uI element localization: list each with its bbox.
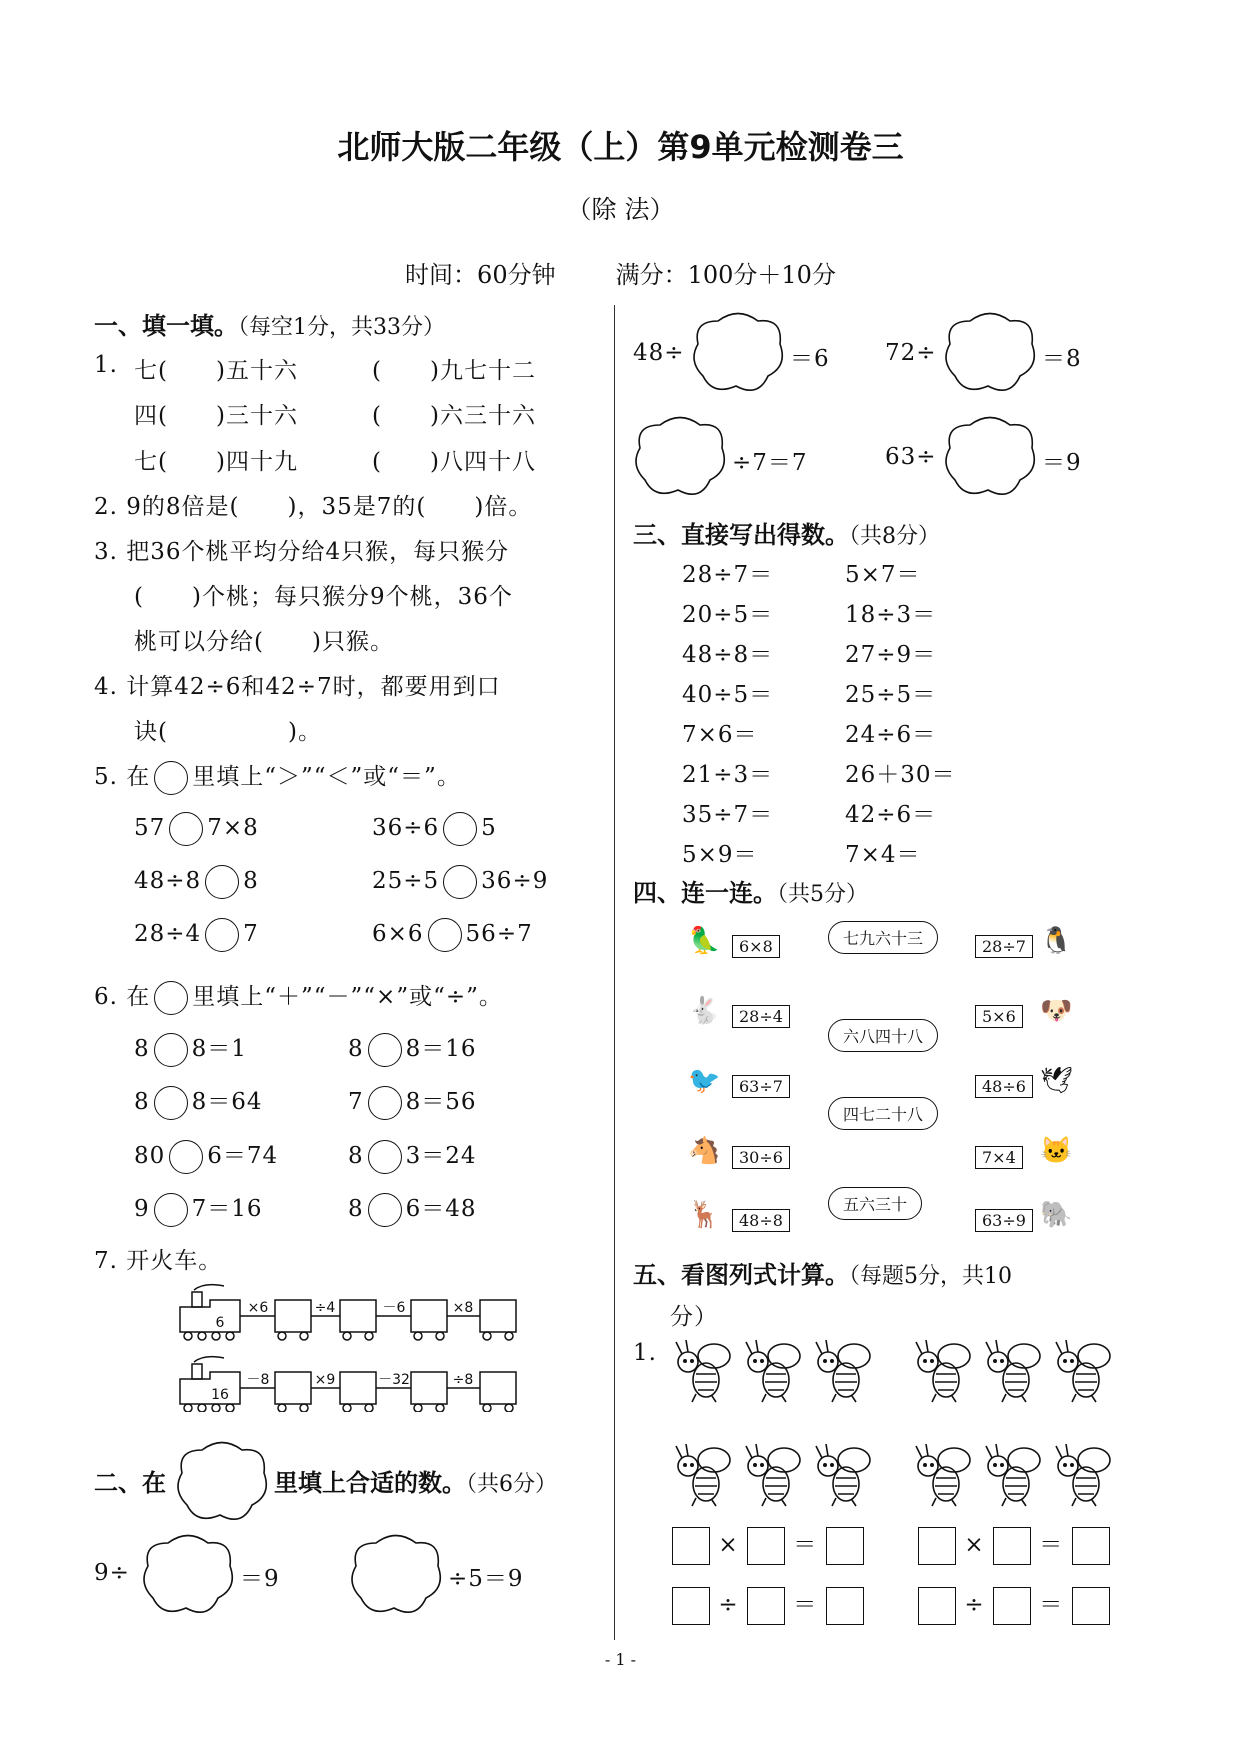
compare-circle[interactable] (428, 918, 462, 952)
blank-circle[interactable] (154, 761, 188, 795)
elephant-icon: 🐘 (1040, 1200, 1073, 1230)
s2-right-text: ÷7＝7 (732, 450, 808, 476)
oral-calc-item: 35÷7＝ (682, 802, 774, 828)
s2-right-text: ＝8 (1042, 346, 1082, 372)
bee-icon (812, 1336, 874, 1406)
compare-circle[interactable] (205, 918, 239, 952)
train-op: －8 (246, 1372, 270, 1388)
match-mid-cloud[interactable]: 五六三十 (828, 1187, 922, 1220)
oral-calc-item: 5×9＝ (682, 842, 758, 868)
compare-circle[interactable] (205, 865, 239, 899)
q5-item: 57 7×8 (134, 812, 259, 846)
s5-equation: × ＝ (918, 1526, 1110, 1565)
bee-icon (742, 1440, 804, 1510)
answer-box[interactable] (1072, 1527, 1110, 1565)
train-op: ÷4 (314, 1300, 336, 1316)
match-left-box[interactable]: 48÷8 (732, 1209, 790, 1232)
s2-left-text: 72÷ (885, 340, 937, 366)
cloud-blank[interactable] (940, 306, 1040, 396)
bee-icon (982, 1336, 1044, 1406)
cloud-blank[interactable] (688, 306, 788, 396)
train-start-value: 6 (215, 1315, 225, 1331)
q5-pre: 5. 在 (94, 764, 151, 790)
deer-icon: 🦌 (688, 1200, 721, 1230)
q1-cell: ( )六三十六 (372, 403, 536, 429)
q5-item: 25÷5 36÷9 (372, 865, 548, 899)
q6-item: 8 8＝16 (348, 1030, 477, 1067)
s2-left-text: 63÷ (885, 444, 937, 470)
horse-icon: 🐴 (688, 1136, 721, 1166)
dog-icon: 🐶 (1040, 996, 1073, 1026)
q3-line: 3. 把36个桃平均分给4只猴，每只猴分 (94, 539, 510, 565)
bee-icon (1052, 1440, 1114, 1510)
match-left-box[interactable]: 63÷7 (732, 1075, 790, 1098)
oral-calc-item: 20÷5＝ (682, 602, 774, 628)
oral-calc-item: 27÷9＝ (845, 642, 937, 668)
train-op: ×8 (452, 1300, 474, 1316)
answer-box[interactable] (918, 1527, 956, 1565)
operator-circle[interactable] (368, 1033, 402, 1067)
cloud-blank[interactable] (940, 410, 1040, 500)
answer-box[interactable] (993, 1527, 1031, 1565)
q5-item: 6×6 56÷7 (372, 918, 533, 952)
oral-calc-item: 42÷6＝ (845, 802, 937, 828)
match-mid-cloud[interactable]: 四七二十八 (828, 1097, 938, 1130)
match-left-box[interactable]: 28÷4 (732, 1005, 790, 1028)
answer-box[interactable] (1072, 1587, 1110, 1625)
full-score: 满分：100分＋10分 (615, 261, 836, 289)
oral-calc-item: 48÷8＝ (682, 642, 774, 668)
q7-label: 7. 开火车。 (94, 1248, 223, 1274)
answer-box[interactable] (672, 1527, 710, 1565)
q1-cell: 七( )四十九 (134, 449, 298, 475)
q4-line: 4. 计算42÷6和42÷7时，都要用到口 (94, 674, 501, 700)
match-right-box[interactable]: 48÷6 (975, 1075, 1033, 1098)
q6-instruction: 6. 在 里填上“＋”“－”“×”或“÷”。 (94, 978, 503, 1015)
q5-item: 28÷4 7 (134, 918, 259, 952)
bee-icon (1052, 1336, 1114, 1406)
parrot-icon: 🦜 (688, 926, 721, 956)
oral-calc-item: 28÷7＝ (682, 562, 774, 588)
answer-box[interactable] (672, 1587, 710, 1625)
q5-instruction (94, 758, 461, 795)
s5-equation: ÷ ＝ (918, 1586, 1110, 1625)
answer-box[interactable] (826, 1527, 864, 1565)
bee-icon (672, 1336, 734, 1406)
oral-calc-item: 40÷5＝ (682, 682, 774, 708)
train-op: －32 (378, 1372, 410, 1388)
match-right-box[interactable]: 63÷9 (975, 1209, 1033, 1232)
oral-calc-item: 24÷6＝ (845, 722, 937, 748)
s5-equation: ÷ ＝ (672, 1586, 864, 1625)
operator-circle[interactable] (368, 1193, 402, 1227)
bee-icon (812, 1440, 874, 1510)
blank-circle[interactable] (154, 981, 188, 1015)
s5-q1-number: 1. (633, 1340, 657, 1366)
exam-meta (0, 255, 1241, 290)
oral-calc-item: 25÷5＝ (845, 682, 937, 708)
q6-item: 8 8＝1 (134, 1030, 247, 1067)
section-1-points: （每空1分，共33分） (238, 315, 445, 340)
section-1-heading (94, 306, 445, 341)
q1-cell: ( )八四十八 (372, 449, 536, 475)
bee-icon (912, 1440, 974, 1510)
match-left-box[interactable]: 30÷6 (732, 1146, 790, 1169)
answer-box[interactable] (747, 1527, 785, 1565)
section-2-pre: 二、在 (94, 1469, 166, 1497)
oral-calc-item: 26＋30＝ (845, 762, 956, 788)
q1-number: 1. (94, 352, 118, 378)
s2-right-text: ＝6 (790, 346, 830, 372)
oral-calc-item: 7×4＝ (845, 842, 921, 868)
compare-circle[interactable] (443, 865, 477, 899)
answer-box[interactable] (918, 1587, 956, 1625)
bee-icon (982, 1440, 1044, 1510)
oral-calc-item: 21÷3＝ (682, 762, 774, 788)
operator-circle[interactable] (154, 1086, 188, 1120)
operator-circle[interactable] (154, 1193, 188, 1227)
page-number: - 1 - (604, 1650, 637, 1669)
q6-item: 7 8＝56 (348, 1083, 477, 1120)
compare-circle[interactable] (169, 812, 203, 846)
match-right-box[interactable]: 7×4 (975, 1146, 1023, 1169)
operator-circle[interactable] (154, 1033, 188, 1067)
train-op: －6 (382, 1300, 406, 1316)
section-1-title: 一、填一填。 (94, 312, 238, 340)
q4-line: 诀( )。 (134, 719, 322, 745)
q5-item: 48÷8 8 (134, 865, 259, 899)
s5-equation: × ＝ (672, 1526, 864, 1565)
compare-circle[interactable] (443, 812, 477, 846)
crow-icon: 🐦 (688, 1066, 721, 1096)
match-right-box[interactable]: 28÷7 (975, 935, 1033, 958)
q5-post: 里填上“＞”“＜”或“＝”。 (192, 764, 461, 790)
q6-item: 8 6＝48 (348, 1190, 477, 1227)
oral-calc-item: 7×6＝ (682, 722, 758, 748)
q3-line: ( )个桃；每只猴分9个桃，36个 (134, 584, 513, 610)
match-left-box[interactable]: 6×8 (732, 935, 780, 958)
locomotive-icon (180, 1372, 240, 1404)
match-mid-cloud[interactable]: 六八四十八 (828, 1019, 938, 1052)
q6-item: 8 8＝64 (134, 1083, 263, 1120)
answer-box[interactable] (993, 1587, 1031, 1625)
q3-line: 桃可以分给( )只猴。 (134, 629, 394, 655)
section-5-heading: 五、看图列式计算。（每题5分，共10 (633, 1261, 1012, 1289)
q1-cell: ( )九七十二 (372, 358, 536, 384)
train-op: ×9 (314, 1372, 336, 1388)
q1-cell: 七( )五十六 (134, 358, 298, 384)
match-right-box[interactable]: 5×6 (975, 1005, 1023, 1028)
section-2-heading: 里填上合适的数。（共6分） (274, 1469, 557, 1497)
oral-calc-item: 5×7＝ (845, 562, 921, 588)
q5-item: 36÷6 5 (372, 812, 497, 846)
locomotive-icon (180, 1300, 240, 1332)
page-subtitle: （除 法） (566, 195, 675, 224)
answer-box[interactable] (747, 1587, 785, 1625)
answer-box[interactable] (826, 1587, 864, 1625)
q2-text: 2. 9的8倍是( )，35是7的( )倍。 (94, 494, 533, 520)
time-limit: 时间：60分钟 (405, 261, 556, 289)
cloud-blank[interactable] (346, 1528, 446, 1618)
q6-item: 8 3＝24 (348, 1137, 477, 1174)
bee-icon (742, 1336, 804, 1406)
penguin-icon: 🐧 (1040, 926, 1073, 956)
rabbit-icon: 🐇 (688, 996, 721, 1026)
cloud-blank[interactable] (630, 410, 730, 500)
bird-icon: 🕊 (1040, 1066, 1074, 1096)
operator-circle[interactable] (368, 1140, 402, 1174)
section-4-heading: 四、连一连。（共5分） (633, 879, 868, 907)
column-divider (614, 305, 615, 1640)
s2-right-text: ＝9 (1042, 450, 1082, 476)
match-mid-cloud[interactable]: 七九六十三 (828, 921, 938, 954)
q1-cell: 四( )三十六 (134, 403, 298, 429)
bee-icon (912, 1336, 974, 1406)
section-3-heading: 三、直接写出得数。（共8分） (633, 521, 940, 549)
operator-circle[interactable] (368, 1086, 402, 1120)
q6-item: 80 6＝74 (134, 1137, 278, 1174)
s2-left-text: 48÷ (633, 340, 685, 366)
q6-item: 9 7＝16 (134, 1190, 263, 1227)
cloud-blank[interactable] (138, 1528, 238, 1618)
train-start-value: 16 (211, 1387, 229, 1403)
train-op: ÷8 (452, 1372, 474, 1388)
cloud-icon (172, 1435, 272, 1525)
oral-calc-item: 18÷3＝ (845, 602, 937, 628)
s2-right-text: ＝9 (240, 1566, 280, 1592)
section-5-points-cont: 分） (670, 1304, 718, 1330)
train-diagram (170, 1282, 540, 1412)
operator-circle[interactable] (169, 1140, 203, 1174)
s2-right-text: ÷5＝9 (448, 1566, 524, 1592)
train-op: ×6 (247, 1300, 269, 1316)
s2-left-text: 9÷ (94, 1560, 130, 1586)
bee-icon (672, 1440, 734, 1510)
page-title: 北师大版二年级（上）第9单元检测卷三 (337, 128, 904, 166)
cat-icon: 🐱 (1040, 1136, 1073, 1166)
